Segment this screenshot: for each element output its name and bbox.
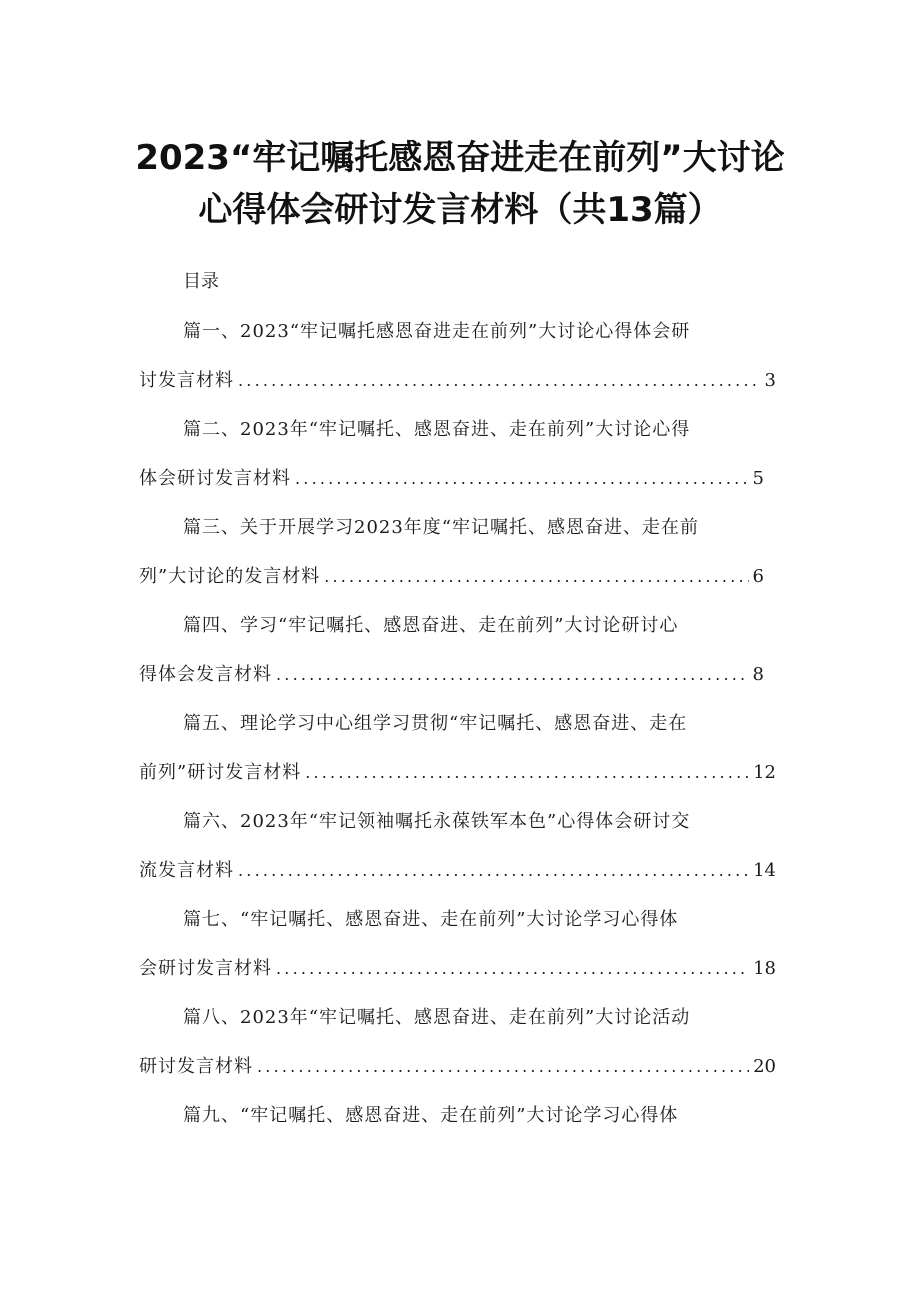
toc-entry-title-cont: 列”大讨论的发言材料 (139, 566, 321, 587)
toc-entry-continuation (139, 955, 776, 983)
dot-leader (305, 759, 749, 787)
toc-entry-title: 篇八、2023年“牢记嘱托、感恩奋进、走在前列”大讨论活动 (183, 1007, 691, 1028)
toc-page-number: 3 (764, 370, 776, 391)
toc-entry-title: 篇二、2023年“牢记嘱托、感恩奋进、走在前列”大讨论心得 (183, 419, 691, 440)
toc-entry-title: 篇九、“牢记嘱托、感恩奋进、走在前列”大讨论学习心得体 (183, 1105, 679, 1126)
toc-page-number: 18 (753, 958, 776, 979)
toc-page-number: 5 (752, 468, 764, 489)
document-title-line2: 心得体会研讨发言材料（共13篇） (198, 190, 722, 230)
dot-leader (238, 367, 761, 395)
dot-leader (257, 1053, 749, 1081)
toc-entry-continuation (139, 1053, 776, 1081)
toc-entry-continuation (139, 367, 776, 395)
toc-page-number: 6 (752, 566, 764, 587)
toc-entry-title: 篇四、学习“牢记嘱托、感恩奋进、走在前列”大讨论研讨心 (183, 615, 679, 636)
dot-leader (295, 465, 749, 493)
toc-entry-title: 篇三、关于开展学习2023年度“牢记嘱托、感恩奋进、走在前 (183, 517, 700, 538)
toc-entry-continuation (139, 661, 764, 689)
toc-entry-continuation (139, 759, 776, 787)
toc-page-number: 8 (752, 664, 764, 685)
toc-entry-title-cont: 讨发言材料 (139, 370, 234, 391)
toc-entry-continuation (139, 465, 764, 493)
toc-entry-title: 篇六、2023年“牢记领袖嘱托永葆铁军本色”心得体会研讨交 (183, 811, 691, 832)
toc-page-number: 12 (753, 762, 776, 783)
dot-leader (276, 661, 749, 689)
document-title-line1: 2023“牢记嘱托感恩奋进走在前列”大讨论 (135, 138, 785, 178)
toc-entry-title-cont: 得体会发言材料 (139, 664, 272, 685)
toc-heading: 目录 (183, 271, 219, 292)
dot-leader (276, 955, 749, 983)
toc-page-number: 20 (753, 1056, 776, 1077)
toc-entry-title: 篇七、“牢记嘱托、感恩奋进、走在前列”大讨论学习心得体 (183, 909, 679, 930)
toc-entry-title-cont: 前列”研讨发言材料 (139, 762, 302, 783)
toc-entry-title-cont: 流发言材料 (139, 860, 234, 881)
dot-leader (238, 857, 749, 885)
toc-entry-title-cont: 会研讨发言材料 (139, 958, 272, 979)
toc-entry-title: 篇五、理论学习中心组学习贯彻“牢记嘱托、感恩奋进、走在 (183, 713, 688, 734)
toc-entry-title-cont: 研讨发言材料 (139, 1056, 253, 1077)
toc-page-number: 14 (753, 860, 776, 881)
toc-entry-title-cont: 体会研讨发言材料 (139, 468, 291, 489)
toc-entry-continuation (139, 563, 764, 591)
toc-entry-title: 篇一、2023“牢记嘱托感恩奋进走在前列”大讨论心得体会研 (183, 321, 691, 342)
toc-entry-continuation (139, 857, 776, 885)
dot-leader (324, 563, 748, 591)
